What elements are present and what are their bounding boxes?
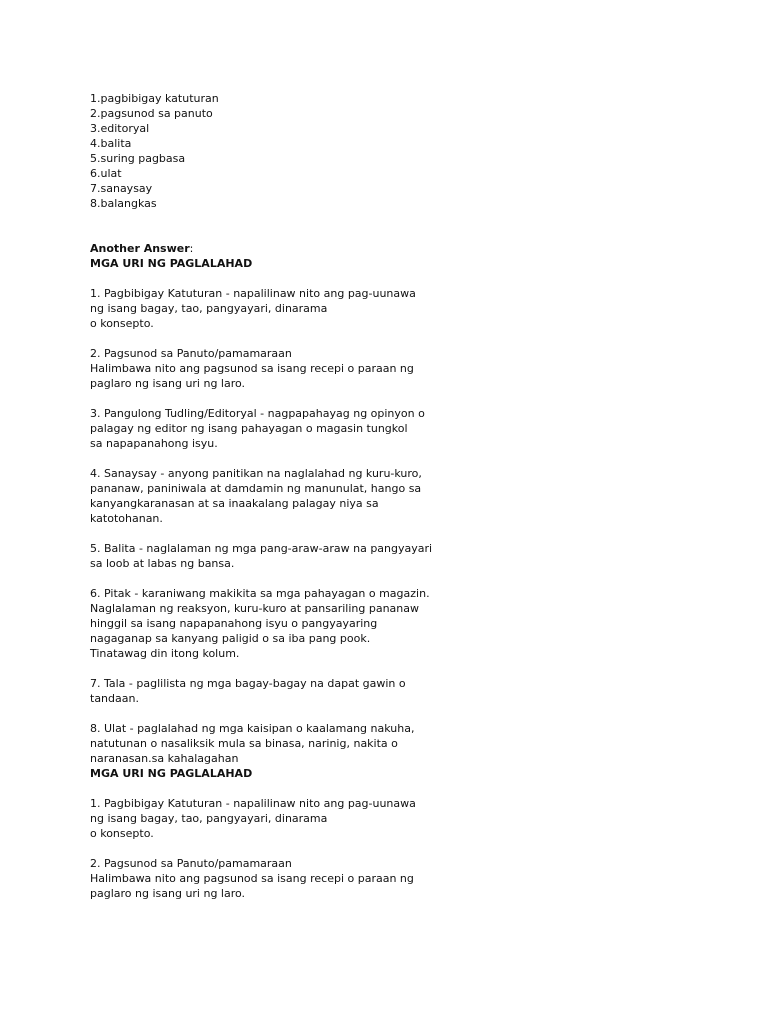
paragraph xyxy=(90,541,730,571)
paragraph xyxy=(90,406,730,451)
paragraph-line: natutunan o nasaliksik mula sa binasa, narinig, nakita o xyxy=(90,737,398,750)
spacer xyxy=(90,391,730,406)
paragraph xyxy=(90,796,730,841)
list-item: 5.suring pagbasa xyxy=(90,152,186,165)
paragraph-line: Halimbawa nito ang pagsunod sa isang recepi o paraan ng xyxy=(90,362,414,375)
paragraph xyxy=(90,346,730,391)
spacer xyxy=(90,526,730,541)
paragraph-line: o konsepto. xyxy=(90,317,154,330)
paragraph xyxy=(90,721,730,766)
paragraph xyxy=(90,676,730,706)
list-item: 1.pagbibigay katuturan xyxy=(90,92,219,105)
spacer xyxy=(90,661,730,676)
paragraph-line: nagaganap sa kanyang paligid o sa iba pang pook. xyxy=(90,632,371,645)
paragraph-line: paglaro ng isang uri ng laro. xyxy=(90,377,246,390)
paragraph-line: tandaan. xyxy=(90,692,139,705)
paragraph xyxy=(90,286,730,331)
spacer xyxy=(90,331,730,346)
paragraph-line: kanyangkaranasan at sa inaakalang palagay niya sa xyxy=(90,497,379,510)
paragraph-line: Halimbawa nito ang pagsunod sa isang recepi o paraan ng xyxy=(90,872,414,885)
list-item: 2.pagsunod sa panuto xyxy=(90,107,213,120)
section-items-repeat xyxy=(90,781,730,901)
paragraph-line: o konsepto. xyxy=(90,827,154,840)
paragraph-line: naranasan.sa kahalagahan xyxy=(90,752,239,765)
paragraph-line: sa loob at labas ng bansa. xyxy=(90,557,235,570)
paragraph-line: Tinatawag din itong kolum. xyxy=(90,647,240,660)
paragraph-line: hinggil sa isang napapanahong isyu o pangyayaring xyxy=(90,617,378,630)
spacer xyxy=(90,841,730,856)
section-heading: MGA URI NG PAGLALAHAD xyxy=(90,257,253,270)
paragraph-line: 8. Ulat - paglalahad ng mga kaisipan o kaalamang nakuha, xyxy=(90,722,415,735)
paragraph-line: 3. Pangulong Tudling/Editoryal - nagpapahayag ng opinyon o xyxy=(90,407,425,420)
list-item: 4.balita xyxy=(90,137,132,150)
another-answer-colon: : xyxy=(189,242,194,255)
paragraph-line: 1. Pagbibigay Katuturan - napalilinaw nito ang pag-uunawa xyxy=(90,287,416,300)
paragraph-line: pananaw, paniniwala at damdamin ng manunulat, hango sa xyxy=(90,482,422,495)
paragraph-line: palagay ng editor ng isang pahayagan o magasin tungkol xyxy=(90,422,408,435)
spacer xyxy=(90,706,730,721)
spacer xyxy=(90,571,730,586)
paragraph xyxy=(90,586,730,661)
paragraph-line: 7. Tala - paglilista ng mga bagay-bagay na dapat gawin o xyxy=(90,677,406,690)
paragraph-line: 4. Sanaysay - anyong panitikan na naglalahad ng kuru-kuro, xyxy=(90,467,422,480)
paragraph-line: sa napapanahong isyu. xyxy=(90,437,218,450)
paragraph-line: Naglalaman ng reaksyon, kuru-kuro at pansariling pananaw xyxy=(90,602,419,615)
list-item: 3.editoryal xyxy=(90,122,150,135)
paragraph-line: 2. Pagsunod sa Panuto/pamamaraan xyxy=(90,347,292,360)
spacer xyxy=(90,211,730,241)
paragraph xyxy=(90,856,730,901)
paragraph-line: 2. Pagsunod sa Panuto/pamamaraan xyxy=(90,857,292,870)
paragraph-line: 5. Balita - naglalaman ng mga pang-araw-araw na pangyayari xyxy=(90,542,433,555)
paragraph-line: paglaro ng isang uri ng laro. xyxy=(90,887,246,900)
short-answer-list xyxy=(90,91,730,211)
spacer xyxy=(90,451,730,466)
paragraph-line: katotohanan. xyxy=(90,512,163,525)
spacer xyxy=(90,271,730,286)
section-heading-repeat: MGA URI NG PAGLALAHAD xyxy=(90,767,253,780)
section-items xyxy=(90,271,730,766)
another-answer-text: Another Answer xyxy=(90,242,190,255)
paragraph-line: ng isang bagay, tao, pangyayari, dinarama xyxy=(90,302,328,315)
document-body xyxy=(90,91,730,901)
paragraph xyxy=(90,466,730,526)
spacer xyxy=(90,781,730,796)
another-answer-label xyxy=(90,241,730,256)
list-item: 7.sanaysay xyxy=(90,182,153,195)
paragraph-line: ng isang bagay, tao, pangyayari, dinarama xyxy=(90,812,328,825)
list-item: 6.ulat xyxy=(90,167,122,180)
paragraph-line: 1. Pagbibigay Katuturan - napalilinaw nito ang pag-uunawa xyxy=(90,797,416,810)
list-item: 8.balangkas xyxy=(90,197,157,210)
paragraph-line: 6. Pitak - karaniwang makikita sa mga pahayagan o magazin. xyxy=(90,587,430,600)
